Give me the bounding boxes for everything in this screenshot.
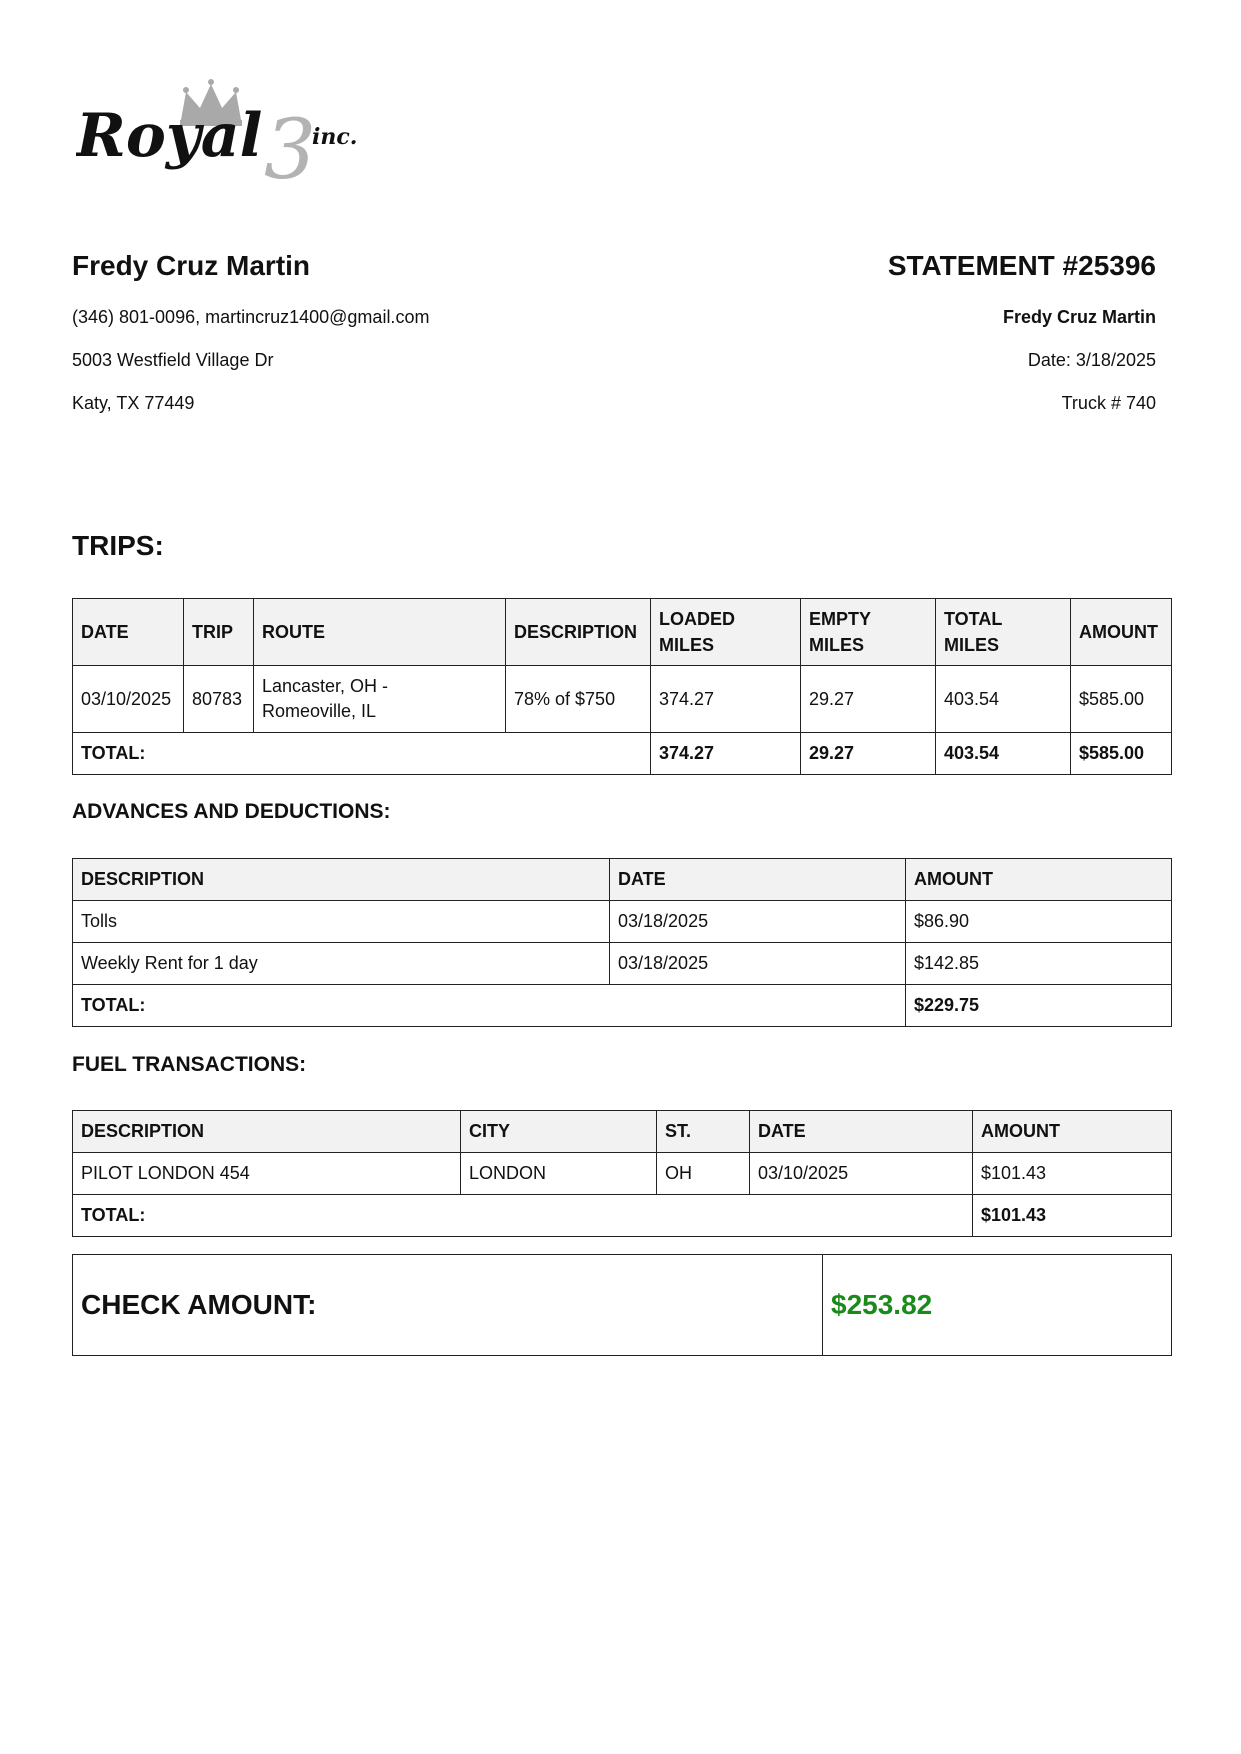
table-row bbox=[73, 666, 1172, 733]
trip-date: 03/10/2025 bbox=[73, 666, 184, 733]
fuel-state: OH bbox=[657, 1153, 750, 1195]
trips-total-row bbox=[73, 733, 1172, 775]
deduction-date: 03/18/2025 bbox=[610, 943, 906, 985]
statement-date: Date: 3/18/2025 bbox=[1027, 350, 1156, 370]
fuel-col-description: DESCRIPTION bbox=[73, 1111, 461, 1153]
check-amount-label: CHECK AMOUNT: bbox=[73, 1255, 823, 1356]
deduction-description: Weekly Rent for 1 day bbox=[73, 943, 610, 985]
statement-title: STATEMENT #25396 bbox=[887, 250, 1156, 281]
trips-title: TRIPS: bbox=[72, 530, 164, 561]
fuel-header-row bbox=[73, 1111, 1172, 1153]
deductions-col-description: DESCRIPTION bbox=[73, 859, 610, 901]
trip-route: Lancaster, OH - Romeoville, IL bbox=[254, 666, 506, 733]
trips-total-loaded: 374.27 bbox=[651, 733, 801, 775]
trips-col-description: DESCRIPTION bbox=[506, 599, 651, 666]
trips-col-route: ROUTE bbox=[254, 599, 506, 666]
deductions-total-label: TOTAL: bbox=[73, 985, 906, 1027]
company-logo bbox=[76, 78, 396, 188]
driver-name: Fredy Cruz Martin bbox=[72, 250, 311, 281]
trips-col-amount: AMOUNT bbox=[1071, 599, 1172, 666]
trip-number: 80783 bbox=[184, 666, 254, 733]
fuel-total-amount: $101.43 bbox=[973, 1195, 1172, 1237]
deductions-total-amount: $229.75 bbox=[906, 985, 1172, 1027]
deductions-col-date: DATE bbox=[610, 859, 906, 901]
check-amount-table bbox=[72, 1254, 1172, 1356]
trips-col-loaded-miles: LOADED MILES bbox=[651, 599, 801, 666]
logo-suffix: inc. bbox=[312, 124, 358, 150]
table-row bbox=[73, 1153, 1172, 1195]
fuel-title: FUEL TRANSACTIONS: bbox=[72, 1053, 307, 1076]
driver-contact: (346) 801-0096, martincruz1400@gmail.com bbox=[72, 307, 430, 327]
deduction-description: Tolls bbox=[73, 901, 610, 943]
fuel-description: PILOT LONDON 454 bbox=[73, 1153, 461, 1195]
fuel-date: 03/10/2025 bbox=[750, 1153, 973, 1195]
statement-truck: Truck # 740 bbox=[1061, 393, 1156, 413]
trips-total-miles: 403.54 bbox=[936, 733, 1071, 775]
trips-col-empty-miles: EMPTY MILES bbox=[801, 599, 936, 666]
fuel-amount: $101.43 bbox=[973, 1153, 1172, 1195]
deductions-table bbox=[72, 858, 1172, 1027]
trips-col-total-miles: TOTAL MILES bbox=[936, 599, 1071, 666]
fuel-col-city: CITY bbox=[461, 1111, 657, 1153]
deductions-total-row bbox=[73, 985, 1172, 1027]
fuel-total-label: TOTAL: bbox=[73, 1195, 973, 1237]
driver-address-line1: 5003 Westfield Village Dr bbox=[72, 350, 274, 370]
trips-header-row bbox=[73, 599, 1172, 666]
deduction-amount: $142.85 bbox=[906, 943, 1172, 985]
trip-total-miles: 403.54 bbox=[936, 666, 1071, 733]
fuel-city: LONDON bbox=[461, 1153, 657, 1195]
trips-col-trip: TRIP bbox=[184, 599, 254, 666]
driver-address-line2: Katy, TX 77449 bbox=[72, 393, 195, 413]
fuel-col-date: DATE bbox=[750, 1111, 973, 1153]
trip-description: 78% of $750 bbox=[506, 666, 651, 733]
table-row bbox=[73, 943, 1172, 985]
deductions-header-row bbox=[73, 859, 1172, 901]
statement-driver-name: Fredy Cruz Martin bbox=[1002, 307, 1156, 327]
check-amount-value: $253.82 bbox=[823, 1255, 1172, 1356]
fuel-col-amount: AMOUNT bbox=[973, 1111, 1172, 1153]
trips-total-label: TOTAL: bbox=[73, 733, 651, 775]
logo-mark: 3 bbox=[264, 103, 317, 188]
deductions-col-amount: AMOUNT bbox=[906, 859, 1172, 901]
fuel-total-row bbox=[73, 1195, 1172, 1237]
logo-wordmark: Royal bbox=[76, 101, 263, 171]
deduction-date: 03/18/2025 bbox=[610, 901, 906, 943]
deductions-title: ADVANCES AND DEDUCTIONS: bbox=[72, 800, 391, 823]
trip-loaded-miles: 374.27 bbox=[651, 666, 801, 733]
trips-table bbox=[72, 598, 1172, 775]
trips-col-date: DATE bbox=[73, 599, 184, 666]
fuel-col-state: ST. bbox=[657, 1111, 750, 1153]
deduction-amount: $86.90 bbox=[906, 901, 1172, 943]
trips-total-empty: 29.27 bbox=[801, 733, 936, 775]
trip-amount: $585.00 bbox=[1071, 666, 1172, 733]
trip-empty-miles: 29.27 bbox=[801, 666, 936, 733]
fuel-table bbox=[72, 1110, 1172, 1237]
check-amount-row bbox=[73, 1255, 1172, 1356]
trips-total-amount: $585.00 bbox=[1071, 733, 1172, 775]
table-row bbox=[73, 901, 1172, 943]
